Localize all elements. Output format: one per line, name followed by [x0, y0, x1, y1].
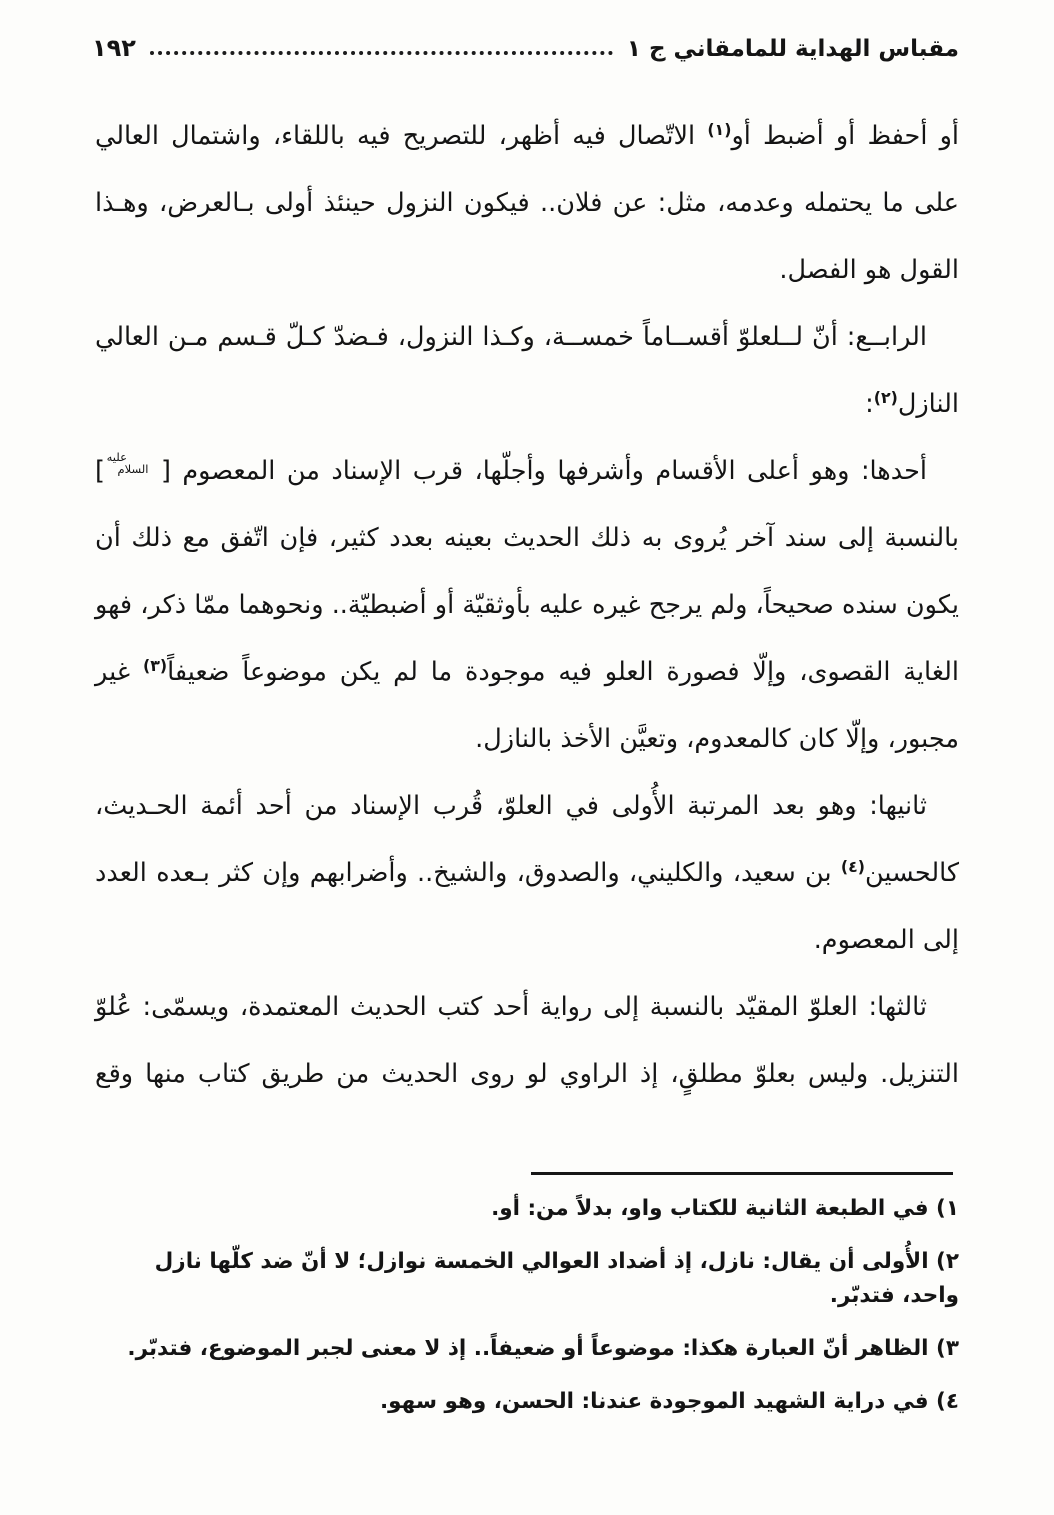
text-run: : [865, 389, 874, 419]
paragraph [95, 304, 959, 438]
footnote-ref: (٣) [142, 656, 168, 675]
footnote-ref: (٤) [840, 857, 865, 876]
footnote-marker: ١) [936, 1196, 959, 1221]
text-run: ثالثها: العلوّ المقيّد بالنسبة إلى رواية أحد كتب الحديث المعتمدة، ويسمّى: عُلوّ التنزيل. وليس بعلوّ مطلقٍ، إذ الراوي لو روى الحديث من طريق كتاب منها وقع [95, 992, 959, 1089]
text-run: أحدها: وهو أعلى الأقسام وأشرفها وأجلّها، قرب الإسناد من المعصوم [ [160, 456, 927, 486]
page-number: ١٩٢ [92, 34, 136, 62]
dot-leader [150, 50, 613, 55]
footnote-list [95, 1192, 959, 1419]
footnote-text: في دراية الشهيد الموجودة عندنا: الحسن، وهو سهو. [380, 1389, 937, 1414]
running-head [92, 34, 959, 62]
text-run: الاتّصال فيه أظهر، للتصريح فيه باللقاء، واشتمال العالي على ما يحتمله وعدمه، مثل: عن فلان.. فيكون النزول حينئذ أولى بـالعرض، وهـذا القول هو الفصل. [95, 121, 959, 285]
text-run: غير مجبور، وإلّا كان كالمعدوم، وتعيَّن الأخذ بالنازل. [95, 657, 959, 754]
footnote-text: الظاهر أنّ العبارة هكذا: موضوعاً أو ضعيفاً.. إذ لا معنى لجبر الموضوع، فتدبّر. [127, 1336, 937, 1361]
paragraph [95, 773, 959, 974]
paragraph [95, 974, 959, 1108]
footnote-ref: (٢) [873, 388, 898, 407]
text-run: الرابــع: أنّ لــلعلوّ أقســاماً خمســة، وكـذا النزول، فـضدّ كـلّ قـسم مـن العالي النازل [95, 322, 959, 419]
text-run: ثانيها: وهو بعد المرتبة الأُولى في العلوّ، قُرب الإسناد من أحد أئمة الحـديث، كالحسين [95, 791, 959, 888]
footnote-text: الأُولى أن يقال: نازل، إذ أضداد العوالي الخمسة نوازل؛ لا أنّ ضد كلّها نازل واحد، فتدبّر. [154, 1249, 959, 1308]
footnote-marker: ٤) [936, 1389, 959, 1414]
text-run: ] بالنسبة إلى سند آخر يُروى به ذلك الحديث بعينه بعدد كثير، فإن اتّفق مع ذلك أن يكون سنده صحيحاً، ولم يرجح غيره عليه بأوثقيّة أو أضبطيّة.. ونحوهما ممّا ذكر، فهو الغاية القصوى، وإلّا فصورة العلو فيه موجودة ما لم يكن موضوعاً ضعيفاً [95, 456, 959, 687]
honorific-symbol: عليه السلام [106, 449, 149, 476]
text-run: بن سعيد، والكليني، والصدوق، والشيخ.. وأضرابهم وإن كثر بـعده العدد إلى المعصوم. [95, 858, 959, 955]
footnote-marker: ٣) [936, 1336, 959, 1361]
footnote-text: في الطبعة الثانية للكتاب واو، بدلاً من: أو. [491, 1196, 937, 1221]
text-run: أو أحفظ أو أضبط أو [731, 121, 960, 151]
footnote-divider [531, 1172, 953, 1175]
footnote-item [95, 1245, 959, 1313]
footnote-item [95, 1332, 959, 1366]
footnote-item [95, 1192, 959, 1226]
body-text [95, 103, 959, 1108]
footnote-item [95, 1385, 959, 1419]
footnote-marker: ٢) [936, 1249, 959, 1274]
footnotes-section [95, 1172, 959, 1438]
book-title: مقباس الهداية للمامقاني ج ١ [626, 36, 959, 62]
paragraph [95, 103, 959, 304]
paragraph [95, 438, 959, 773]
footnote-ref: (١) [707, 120, 732, 139]
